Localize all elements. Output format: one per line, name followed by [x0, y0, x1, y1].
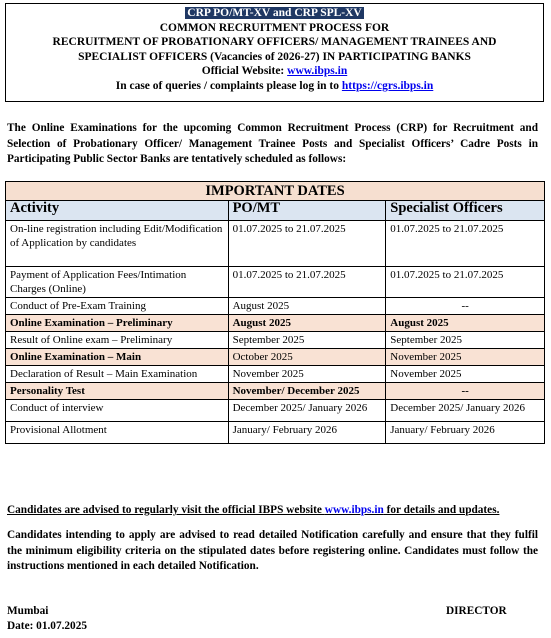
important-dates-table: [5, 181, 545, 444]
header-line3: RECRUITMENT OF PROBATIONARY OFFICERS/ MANAGEMENT TRAINEES AND: [52, 36, 497, 49]
table-row: Provisional Allotment January/ February 2026 January/ February 2026: [6, 422, 545, 444]
table-row: On-line registration including Edit/Modification of Application by candidates 01.07.2025 to 21.07.2025 01.07.2025 to 21.07.2025: [6, 221, 545, 267]
cgrs-link[interactable]: https://cgrs.ibps.in: [341, 79, 434, 92]
website-link[interactable]: www.ibps.in: [287, 65, 348, 78]
header-code: CRP PO/MT-XV and CRP SPL-XV: [187, 7, 362, 19]
header-box: [5, 3, 544, 102]
table-row: Online Examination – Main October 2025 November 2025: [6, 349, 545, 366]
column-header-specialist: Specialist Officers: [386, 201, 545, 221]
advisory-line: Candidates are advised to regularly visit the official IBPS website www.ibps.in for details and updates.: [7, 504, 500, 516]
header-website: Official Website: www.ibps.in: [201, 65, 348, 78]
footer-place: Mumbai: [7, 605, 49, 617]
table-row: Result of Online exam – Preliminary September 2025 September 2025: [6, 332, 545, 349]
ibps-website-link[interactable]: www.ibps.in: [324, 504, 384, 516]
header-line4: SPECIALIST OFFICERS (Vacancies of 2026-27) IN PARTICIPATING BANKS: [78, 50, 471, 63]
table-row: Personality Test November/ December 2025 --: [6, 383, 545, 400]
footer-signatory: DIRECTOR: [446, 605, 507, 617]
footer-date: Date: 01.07.2025: [7, 620, 88, 632]
table-row: Online Examination – Preliminary August 2025 August 2025: [6, 315, 545, 332]
table-row: Conduct of interview December 2025/ January 2026 December 2025/ January 2026: [6, 400, 545, 422]
intro-paragraph: The Online Examinations for the upcoming Common Recruitment Process (CRP) for Recruitment and Selection of Probationary Officer/ Management Trainee Posts and Specialist Officers’ Cadre Posts in Participating Public Sector Banks are tentatively scheduled as follows:: [7, 122, 538, 166]
eligibility-note: Candidates intending to apply are advised to read detailed Notification carefully and ensure that they fulfil the minimum eligibility criteria on the stipulated dates before registering online. Candidates must follow the instructions mentioned in each detailed Notification.: [7, 529, 538, 573]
table-row: Payment of Application Fees/Intimation Charges (Online) 01.07.2025 to 21.07.2025 01.07.2025 to 21.07.2025: [6, 267, 545, 298]
table-title: IMPORTANT DATES: [6, 182, 545, 201]
table-row: Declaration of Result – Main Examination November 2025 November 2025: [6, 366, 545, 383]
header-line2: COMMON RECRUITMENT PROCESS FOR: [159, 21, 390, 34]
column-header-activity: Activity: [6, 201, 229, 221]
header-queries: In case of queries / complaints please log in to https://cgrs.ibps.in: [115, 79, 434, 92]
column-header-pomt: PO/MT: [228, 201, 386, 221]
table-row: Conduct of Pre-Exam Training August 2025 --: [6, 298, 545, 315]
